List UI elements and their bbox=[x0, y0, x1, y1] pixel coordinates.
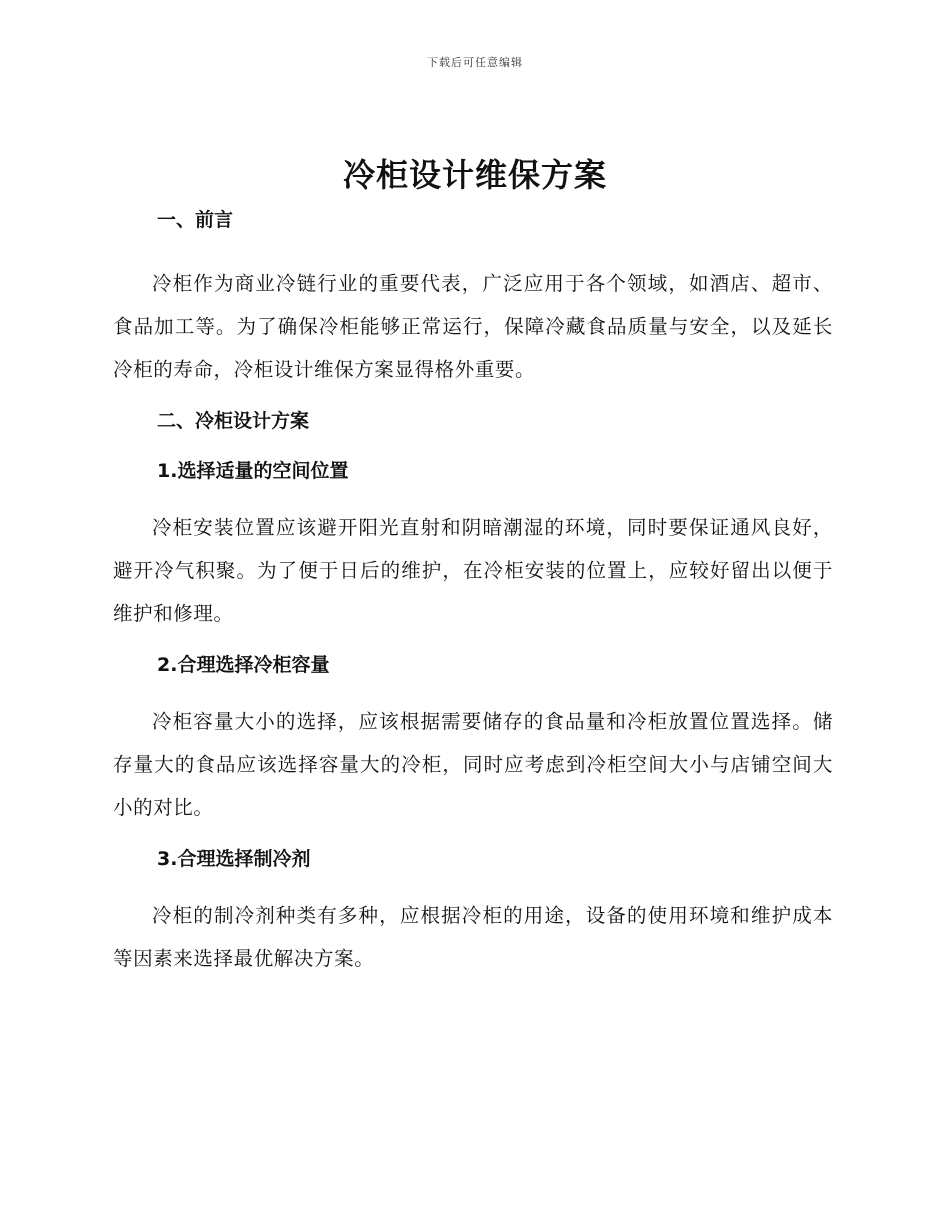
subsection-heading-3: 3.合理选择制冷剂 bbox=[157, 848, 311, 870]
intro-paragraph: 冷柜作为商业冷链行业的重要代表，广泛应用于各个领域，如酒店、超市、食品加工等。为了确保冷柜能够正常运行，保障冷藏食品质量与安全，以及延长冷柜的寿命，冷柜设计维保方案显得格外重要。 bbox=[113, 272, 833, 381]
section-heading-design: 二、冷柜设计方案 bbox=[157, 410, 310, 432]
subsection-paragraph-1: 冷柜安装位置应该避开阳光直射和阴暗潮湿的环境，同时要保证通风良好，避开冷气积聚。为了便于日后的维护，在冷柜安装的位置上，应较好留出以便于维护和修理。 bbox=[113, 516, 833, 625]
section-heading-intro: 一、前言 bbox=[157, 209, 234, 231]
document-body bbox=[113, 205, 833, 980]
subsection-heading-2: 2.合理选择冷柜容量 bbox=[157, 654, 330, 676]
header-note: 下载后可任意编辑 bbox=[427, 56, 523, 69]
subsection-heading-1: 1.选择适量的空间位置 bbox=[157, 460, 349, 482]
subsection-paragraph-3: 冷柜的制冷剂种类有多种，应根据冷柜的用途，设备的使用环境和维护成本等因素来选择最优解决方案。 bbox=[113, 904, 833, 970]
subsection-paragraph-2: 冷柜容量大小的选择，应该根据需要储存的食品量和冷柜放置位置选择。储存量大的食品应该选择容量大的冷柜，同时应考虑到冷柜空间大小与店铺空间大小的对比。 bbox=[113, 710, 833, 819]
document-title: 冷柜设计维保方案 bbox=[342, 156, 607, 194]
